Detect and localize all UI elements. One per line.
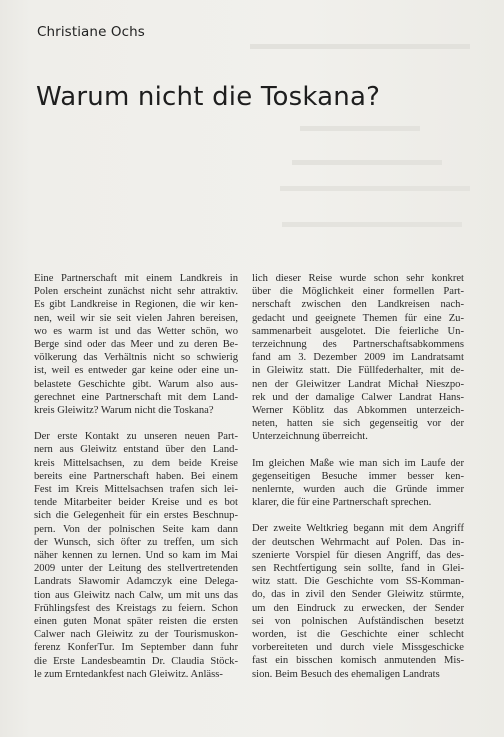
text-line: kreis Gleiwitz? Warum nicht die Toskana? bbox=[34, 405, 214, 417]
text-line: nerschaft zwischen den Landkreisen nach- bbox=[252, 299, 464, 311]
text-line: Im gleichen Maße wie man sich im Laufe der bbox=[252, 457, 464, 469]
text-line: ferenz KonferTur. Im September dann fuhr bbox=[34, 642, 238, 654]
text-line: gegenseitigen Besuche immer besser ken- bbox=[252, 470, 464, 482]
text-line: Frühlingsfest des Kreistags zu feiern. Schon bbox=[34, 602, 238, 614]
text-line: einen guten Monat später reisten die ersten bbox=[34, 616, 238, 628]
body-paragraph bbox=[34, 272, 238, 417]
text-line: gedacht und geeignete Themen für eine Zu- bbox=[252, 312, 464, 324]
bleed-through-mark bbox=[250, 44, 470, 49]
text-line: sei von polnischen Aufständischen besetzt bbox=[252, 615, 464, 627]
text-line: Es gibt Landkreise in Regionen, die wir ken- bbox=[34, 299, 238, 311]
bleed-through-mark bbox=[300, 126, 420, 131]
text-line: völkerung das Verhältnis nicht so schwierig bbox=[34, 352, 238, 364]
bleed-through-mark bbox=[280, 186, 470, 191]
text-line: der deutschen Wehrmacht auf Polen. Das in- bbox=[252, 536, 464, 548]
text-line: sich die Gelegenheit für ein erstes Beschnup- bbox=[34, 510, 238, 522]
text-line: belastete Geschichte gibt. Warum also aus- bbox=[34, 378, 238, 390]
body-paragraph bbox=[252, 522, 464, 680]
text-column-left bbox=[34, 272, 238, 694]
text-line: Der erste Kontakt zu unseren neuen Part- bbox=[34, 431, 238, 443]
text-line: kreis Mittelsachsen, zu dem beide Kreise bbox=[34, 457, 238, 469]
text-line: tion aus Gleiwitz nach Calw, um mit uns das bbox=[34, 589, 238, 601]
text-line: um den Eindruck zu erwecken, der Sender bbox=[252, 602, 464, 614]
text-line: le zum Erntedankfest nach Gleiwitz. Anläss- bbox=[34, 668, 223, 680]
text-line: sen Rechtfertigung sein sollte, fand in Glei- bbox=[252, 563, 464, 575]
body-paragraph bbox=[252, 457, 464, 510]
text-line: nen der Gleiwitzer Landrat Michał Nieszpo- bbox=[252, 378, 464, 390]
text-line: Calwer nach Gleiwitz zu der Tourismuskon- bbox=[34, 629, 238, 641]
text-line: Werner Köblitz das Abkommen unterzeich- bbox=[252, 405, 464, 417]
text-line: pern. Von der polnischen Seite kam dann bbox=[34, 523, 238, 535]
text-line: neten, hatten sie sich gegenseitig vor der bbox=[252, 418, 464, 430]
text-line: 2009 unter der Leitung des stellvertretenden bbox=[34, 563, 238, 575]
text-line: witz statt. Die Geschichte vom SS-Komman- bbox=[252, 576, 464, 588]
text-line: tende Mitarbeiter beider Kreise und es bot bbox=[34, 497, 238, 509]
text-line: fast ein bisschen komisch anmutenden Mis- bbox=[252, 655, 464, 667]
text-line: näher kennen zu lernen. Und so kam im Mai bbox=[34, 550, 238, 562]
text-line: in Gleiwitz statt. Die Füllfederhalter, mit de- bbox=[252, 365, 464, 377]
text-line: Fest im Kreis Mittelsachsen trafen sich lei- bbox=[34, 484, 238, 496]
text-line: Der zweite Weltkrieg begann mit dem Angriff bbox=[252, 523, 464, 535]
text-line: lich dieser Reise wurde schon sehr konkret bbox=[252, 273, 464, 284]
text-line: Polen erscheint zunächst nicht sehr attraktiv. bbox=[34, 286, 238, 298]
body-paragraph bbox=[34, 430, 238, 681]
text-line: über die Möglichkeit einer formellen Part- bbox=[252, 286, 464, 298]
text-line: der Wunsch, sich öfter zu treffen, um sich bbox=[34, 536, 238, 548]
text-line: nen, weil wir sie seit vielen Jahren bereisen, bbox=[34, 312, 238, 324]
text-line: szenierte Vorspiel für diesen Angriff, das des- bbox=[252, 549, 464, 561]
text-line: Berge sind oder das Meer und zu deren Be- bbox=[34, 339, 238, 351]
bleed-through-mark bbox=[292, 160, 442, 165]
text-line: Eine Partnerschaft mit einem Landkreis in bbox=[34, 273, 238, 284]
text-line: gerechnet eine Partnerschaft mit dem Land- bbox=[34, 391, 238, 403]
text-line: sammenarbeit ausgelotet. Die feierliche Un- bbox=[252, 325, 464, 337]
text-line: Landrats Sławomir Adamczyk eine Delega- bbox=[34, 576, 238, 588]
text-line: nern aus Gleiwitz entstand über den Land- bbox=[34, 444, 238, 456]
body-paragraph bbox=[252, 272, 464, 444]
text-line: nenlernte, wurden auch die Gründe immer bbox=[252, 484, 464, 496]
text-line: wo es warm ist und das Wetter schön, wo bbox=[34, 325, 238, 337]
text-line: terzeichnung des Partnerschaftsabkommens bbox=[252, 339, 464, 351]
text-line: bereits eine Partnerschaft haben. Bei einem bbox=[34, 470, 238, 482]
text-line: ist, weil es entweder gar keine oder eine un- bbox=[34, 365, 238, 377]
text-column-right bbox=[252, 272, 464, 694]
author-name: Christiane Ochs bbox=[37, 24, 145, 40]
text-line: rek und der damalige Calwer Landrat Hans- bbox=[252, 391, 464, 403]
text-line: sion. Beim Besuch des ehemaligen Landrats bbox=[252, 668, 440, 680]
text-line: die Erste Landesbeamtin Dr. Claudia Stöck- bbox=[34, 655, 238, 667]
bleed-through-mark bbox=[282, 222, 462, 227]
text-line: do, das in zivil den Sender Gleiwitz stürmte, bbox=[252, 589, 464, 601]
text-line: worden, ist die Geschichte einer schlecht bbox=[252, 629, 464, 641]
page-title: Warum nicht die Toskana? bbox=[36, 82, 381, 112]
text-line: Unterzeichnung überreicht. bbox=[252, 431, 368, 443]
text-line: klarer, die für eine Partnerschaft sprechen. bbox=[252, 497, 432, 509]
text-line: vorbereiteten und durch viele Missgeschicke bbox=[252, 642, 464, 654]
text-line: fand am 3. Dezember 2009 im Landratsamt bbox=[252, 352, 464, 364]
